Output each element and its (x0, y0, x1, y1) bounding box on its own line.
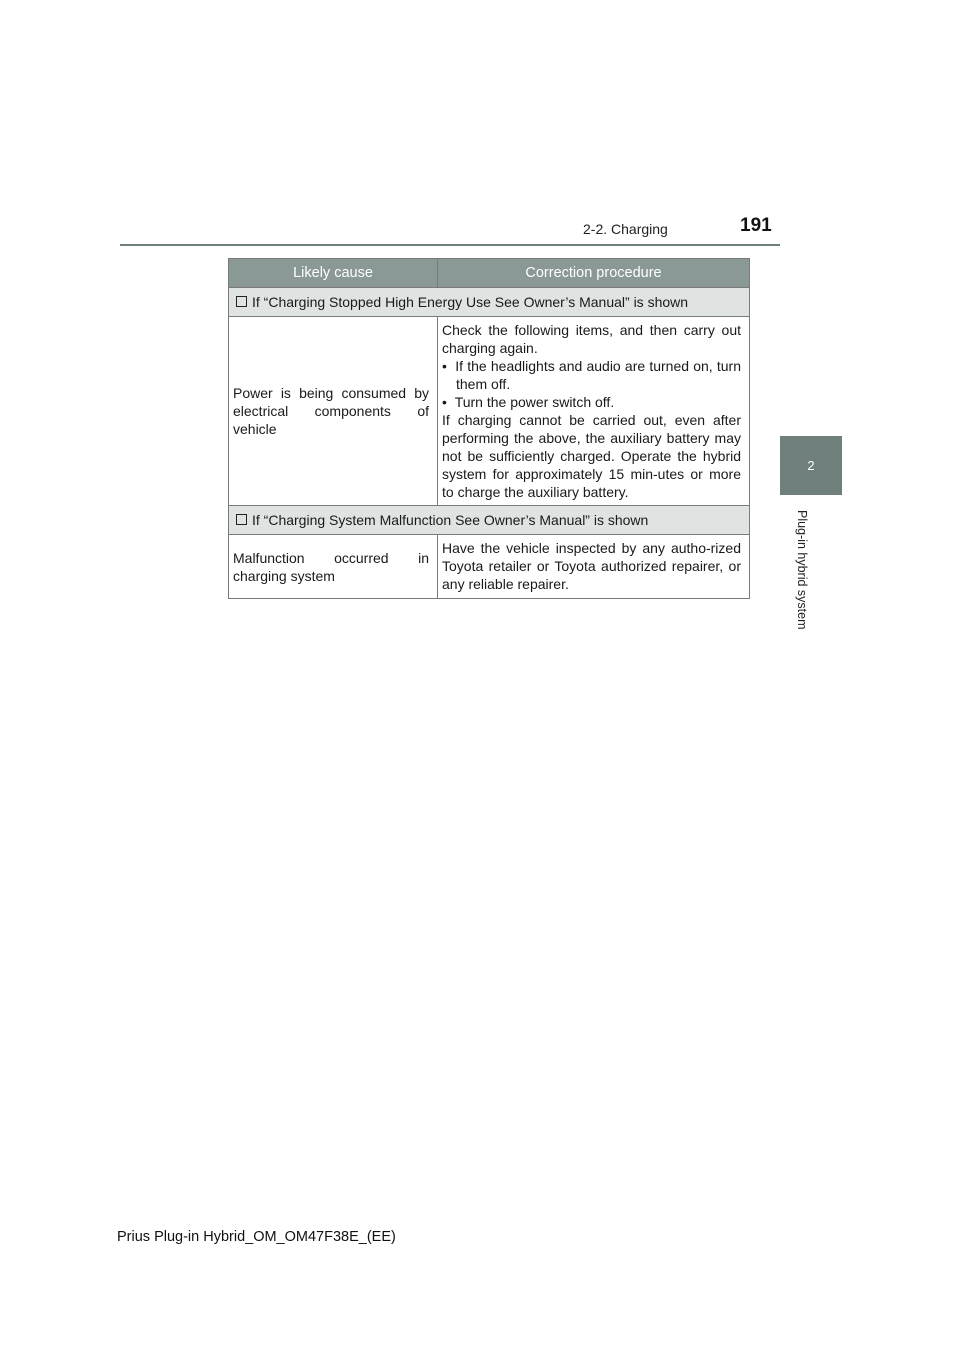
document-footer: Prius Plug-in Hybrid_OM_OM47F38E_(EE) (117, 1229, 396, 1245)
procedure-bullet: • If the headlights and audio are turned on, turn them off. (442, 358, 741, 392)
cause-correction-table (228, 258, 750, 599)
column-header-procedure: Correction procedure (438, 259, 750, 288)
table-row (229, 535, 750, 599)
section-title: 2-2. Charging (583, 221, 668, 237)
likely-cause-cell: Power is being consumed by electrical components of vehicle (229, 317, 438, 506)
procedure-intro: Check the following items, and then carry out charging again. (442, 322, 741, 356)
column-header-cause: Likely cause (229, 259, 438, 288)
checkbox-icon (236, 296, 247, 307)
table-row (229, 317, 750, 506)
table-header-row (229, 259, 750, 288)
section-title-text: If “Charging Stopped High Energy Use See Owner’s Manual” is shown (252, 294, 689, 310)
side-rail (780, 244, 842, 436)
section-row (229, 288, 750, 317)
section-header (229, 288, 750, 317)
header-divider (120, 244, 842, 246)
page-number: 191 (740, 215, 772, 236)
section-title-text: If “Charging System Malfunction See Owner’s Manual” is shown (252, 512, 649, 528)
chapter-label (793, 510, 809, 650)
correction-procedure-cell (438, 317, 750, 506)
section-header (229, 506, 750, 535)
section-row (229, 506, 750, 535)
bullet-text: If the headlights and audio are turned on, turn them off. (455, 358, 741, 392)
likely-cause-cell: Malfunction occurred in charging system (229, 535, 438, 599)
correction-procedure-cell: Have the vehicle inspected by any autho-rized Toyota retailer or Toyota authorized repairer, or any reliable repairer. (438, 535, 750, 599)
bullet-text: Turn the power switch off. (454, 394, 615, 410)
checkbox-icon (236, 514, 247, 525)
chapter-tab[interactable]: 2 (780, 436, 842, 495)
procedure-bullet: • Turn the power switch off. (442, 394, 615, 410)
chapter-label-text: Plug-in hybrid system (795, 510, 809, 630)
procedure-note: If charging cannot be carried out, even after performing the above, the auxiliary battery may not be sufficiently charged. Operate the hybrid system for approximately 15 min-utes or more to charge the auxiliary battery. (442, 412, 741, 500)
